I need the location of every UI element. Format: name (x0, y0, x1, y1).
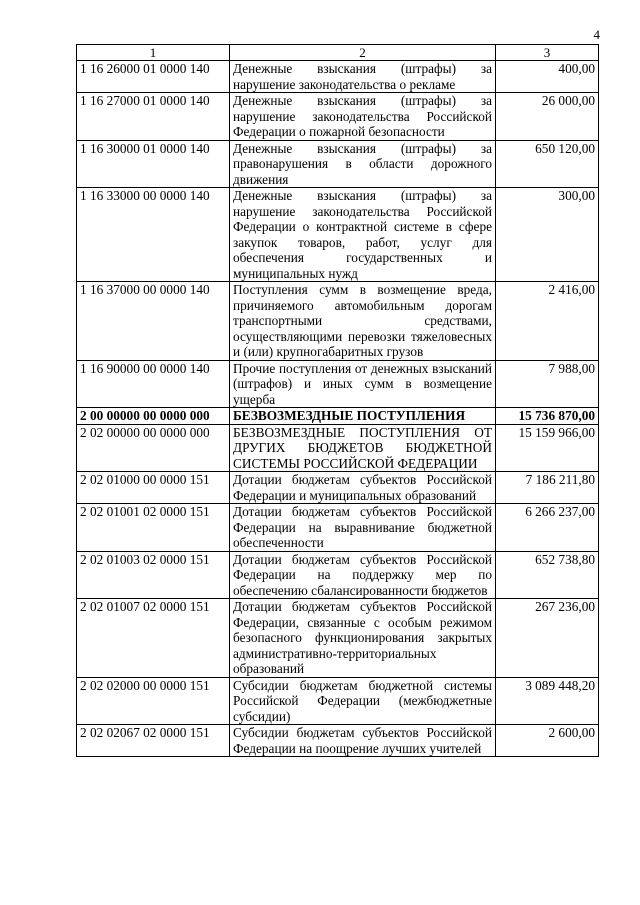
table-row (77, 360, 599, 408)
budget-code: 1 16 33000 00 0000 140 (77, 188, 230, 282)
revenue-name: Дотации бюджетам субъектов Российской Федерации на выравнивание бюджетной обеспеченности (230, 504, 496, 552)
revenue-name: Денежные взыскания (штрафы) за нарушение законодательства Российской Федерации о контрактной системе в сфере закупок товаров, работ, услуг для обеспечения государственных и муниципальных нужд (230, 188, 496, 282)
revenue-table (76, 44, 599, 757)
revenue-amount: 26 000,00 (496, 93, 599, 141)
budget-code: 2 02 01007 02 0000 151 (77, 599, 230, 678)
column-header-amount: 3 (496, 45, 599, 61)
revenue-amount: 6 266 237,00 (496, 504, 599, 552)
table-row (77, 188, 599, 282)
revenue-name: Субсидии бюджетам субъектов Российской Федерации на поощрение лучших учителей (230, 725, 496, 757)
table-body (77, 61, 599, 757)
revenue-amount: 2 416,00 (496, 282, 599, 361)
revenue-amount: 650 120,00 (496, 140, 599, 188)
budget-code: 2 00 00000 00 0000 000 (77, 408, 230, 425)
revenue-name: БЕЗВОЗМЕЗДНЫЕ ПОСТУПЛЕНИЯ (230, 408, 496, 425)
budget-code: 2 02 01003 02 0000 151 (77, 551, 230, 599)
table-row (77, 140, 599, 188)
revenue-name: Денежные взыскания (штрафы) за нарушение законодательства о рекламе (230, 61, 496, 93)
table-row-total (77, 408, 599, 425)
revenue-amount: 267 236,00 (496, 599, 599, 678)
table-header-row (77, 45, 599, 61)
budget-code: 1 16 26000 01 0000 140 (77, 61, 230, 93)
table-row (77, 472, 599, 504)
revenue-name: Поступления сумм в возмещение вреда, причиняемого автомобильным дорогам транспортными средствами, осуществляющими перевозки тяжеловесных и (или) крупногабаритных грузов (230, 282, 496, 361)
table-row (77, 61, 599, 93)
budget-code: 1 16 30000 01 0000 140 (77, 140, 230, 188)
revenue-amount: 15 159 966,00 (496, 424, 599, 472)
revenue-amount: 652 738,80 (496, 551, 599, 599)
revenue-name: Субсидии бюджетам бюджетной системы Российской Федерации (межбюджетные субсидии) (230, 677, 496, 725)
revenue-amount: 7 186 211,80 (496, 472, 599, 504)
budget-code: 2 02 02067 02 0000 151 (77, 725, 230, 757)
budget-code: 1 16 27000 01 0000 140 (77, 93, 230, 141)
revenue-amount: 7 988,00 (496, 360, 599, 408)
table-row (77, 677, 599, 725)
revenue-name: Дотации бюджетам субъектов Российской Федерации на поддержку мер по обеспечению сбалансированности бюджетов (230, 551, 496, 599)
column-header-name: 2 (230, 45, 496, 61)
table-row (77, 551, 599, 599)
revenue-amount: 3 089 448,20 (496, 677, 599, 725)
table-row (77, 282, 599, 361)
budget-code: 2 02 00000 00 0000 000 (77, 424, 230, 472)
budget-code: 2 02 01001 02 0000 151 (77, 504, 230, 552)
table-row (77, 424, 599, 472)
revenue-name: БЕЗВОЗМЕЗДНЫЕ ПОСТУПЛЕНИЯ ОТ ДРУГИХ БЮДЖЕТОВ БЮДЖЕТНОЙ СИСТЕМЫ РОССИЙСКОЙ ФЕДЕРАЦИИ (230, 424, 496, 472)
budget-code: 2 02 01000 00 0000 151 (77, 472, 230, 504)
revenue-amount: 15 736 870,00 (496, 408, 599, 425)
revenue-name: Денежные взыскания (штрафы) за правонарушения в области дорожного движения (230, 140, 496, 188)
revenue-name: Дотации бюджетам субъектов Российской Федерации, связанные с особым режимом безопасного функционирования закрытых административно-территориальных образований (230, 599, 496, 678)
table-row (77, 93, 599, 141)
revenue-amount: 400,00 (496, 61, 599, 93)
table-row (77, 599, 599, 678)
column-header-code: 1 (77, 45, 230, 61)
page-number: 4 (593, 27, 600, 42)
budget-code: 2 02 02000 00 0000 151 (77, 677, 230, 725)
table-row (77, 725, 599, 757)
revenue-name: Дотации бюджетам субъектов Российской Федерации и муниципальных образований (230, 472, 496, 504)
revenue-name: Прочие поступления от денежных взысканий (штрафов) и иных сумм в возмещение ущерба (230, 360, 496, 408)
revenue-name: Денежные взыскания (штрафы) за нарушение законодательства Российской Федерации о пожарной безопасности (230, 93, 496, 141)
revenue-amount: 300,00 (496, 188, 599, 282)
revenue-amount: 2 600,00 (496, 725, 599, 757)
budget-code: 1 16 37000 00 0000 140 (77, 282, 230, 361)
table-row (77, 504, 599, 552)
budget-code: 1 16 90000 00 0000 140 (77, 360, 230, 408)
